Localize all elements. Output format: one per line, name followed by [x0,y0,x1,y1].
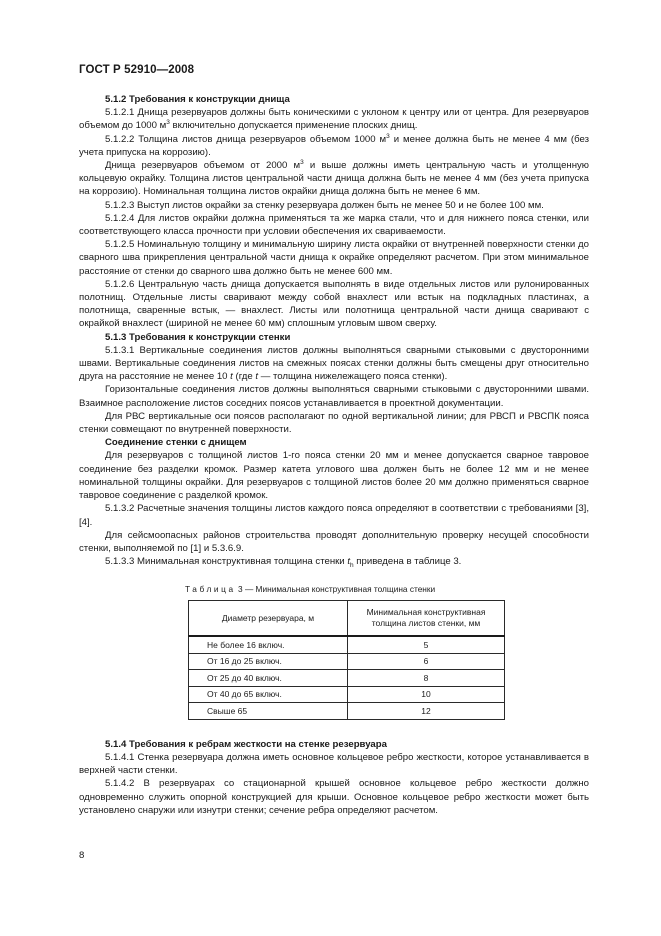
section-heading-5-1-2: 5.1.2 Требования к конструкции днища [105,94,290,105]
table-header-row [189,601,505,637]
table-cell-diameter: От 25 до 40 включ. [189,670,348,687]
section-heading-5-1-4: 5.1.4 Требования к ребрам жесткости на стенке резервуара [105,738,387,750]
paragraph-5-1-4-1: 5.1.4.1 Стенка резервуара должна иметь основное кольцевое ребро жесткости, которое устанавливается в верхней части стенки. [79,752,589,777]
paragraph-5-1-3-3: 5.1.3.3 Минимальная конструктивная толщина стенки $t_h$ приведена в таблице 3. [105,556,462,570]
paragraph-5-1-2-2: 5.1.2.2 Толщина листов днища резервуаров объемом 1000 $м^3$ и менее должна быть не менее 4 мм (без учета припуска на коррозию). [79,132,589,158]
table-header-diameter: Диаметр резервуара, м [189,601,348,637]
table-cell-thickness: 8 [348,670,505,687]
table-cell-diameter: От 16 до 25 включ. [189,653,348,670]
table-cell-diameter: Свыше 65 [189,703,348,720]
subheading-wall-bottom-joint: Соединение стенки с днищем [105,437,247,449]
superscript: 3 [386,132,390,140]
table-cell-thickness: 6 [348,653,505,670]
paragraph-bottom-2000: Днища резервуаров объемом от 2000 $м^3$ и выше должны иметь центральную часть и утолщенную кольцевую окрайку. Толщина листов центральной части днища должна быть не менее 4 мм (без учета припуска на коррозию). Номинальная толщина листов окрайки днища должна быть не менее 6 мм. [79,158,590,198]
table-row [189,703,505,720]
superscript: 3 [166,119,170,127]
table-cell-diameter: От 40 до 65 включ. [189,686,348,703]
paragraph-horizontal-joints: Горизонтальные соединения листов должны выполняться сварными стыковыми с двусторонними швами. Взаимное расположение листов соседних поясов устанавливается в проектной документации. [79,384,589,409]
table-row [189,686,505,703]
document-body [79,93,589,817]
table-cell-thickness: 10 [348,686,505,703]
table-cell-thickness: 12 [348,703,505,720]
paragraph-tee-joint: Для резервуаров с толщиной листов 1-го пояса стенки 20 мм и менее допускается сварное тавровое соединение без разделки кромок. Размер катета углового шва должен быть не более 12 мм и не менее номинальной толщины окрайки. Для резервуаров с толщиной листов более 20 мм должно применяться сварное тавровое соединение с разделкой кромок. [79,450,589,502]
spacer [79,720,589,738]
paragraph-5-1-2-3: 5.1.2.3 Выступ листов окрайки за стенку резервуара должен быть не менее 50 и не более 100 мм. [105,199,544,211]
table-caption: Таблица 3 — Минимальная конструктивная толщина стенки [185,584,436,595]
paragraph-5-1-3-2: 5.1.3.2 Расчетные значения толщины листов каждого пояса определяют в соответствии с требованиями [3], [4]. [79,503,589,528]
table-cell-diameter: Не более 16 включ. [189,636,348,653]
paragraph-5-1-4-2: 5.1.4.2 В резервуарах со стационарной крышей основное кольцевое ребро жесткости должно одновременно служить опорной конструкцией для крыши. Основное кольцевое ребро жесткости может быть установлено снаружи или изнутри стенки; сечение ребра определяют расчетом. [79,778,589,816]
paragraph-5-1-2-6: 5.1.2.6 Центральную часть днища допускается выполнять в виде отдельных листов или рулонированных полотнищ. Отдельные листы сваривают между собой внахлест или встык на подкладных пластинах, а полотнища, сваренные встык, — внахлест. Листы или полотнища центральной части днища сваривают с окрайкой внахлест (шириной не менее 60 мм) сплошным угловым швом сверху. [79,278,589,330]
paragraph-5-1-2-1: 5.1.2.1 Днища резервуаров должны быть коническими с уклоном к центру или от центра. Для резервуаров объемом до 1000 $м^3$ включительно допускается применение плоских днищ. [79,107,589,132]
paragraph-5-1-2-4: 5.1.2.4 Для листов окрайки должна применяться та же марка стали, что и для нижнего пояса стенки, или соответствующего класса прочности при условии обеспечения их свариваемости. [79,212,589,238]
table-header-thickness: Минимальная конструктивная толщина листов стенки, мм [348,601,505,637]
paragraph-5-1-2-5: 5.1.2.5 Номинальную толщину и минимальную ширину листа окрайки от внутренней поверхности стенки до сварного шва прикрепления центральной части днища к окрайке определяют расчетом. При этом минимальное расстояние от стенки до сварного шва должно быть не менее 600 мм. [79,239,589,277]
min-thickness-table [188,600,505,720]
table-row [189,670,505,687]
table-cell-thickness: 5 [348,636,505,653]
table-row [189,653,505,670]
paragraph-5-1-3-1: 5.1.3.1 Вертикальные соединения листов должны выполняться сварными стыковыми с двусторонними швами. Вертикальные соединения листов на смежных поясах стенки должны быть смещены друг относительно друга на расстояние не менее 10 t (где t — толщина нижележащего пояса стенки). [79,344,589,383]
document-header: ГОСТ Р 52910—2008 [79,64,195,76]
paragraph-rvs-axes: Для РВС вертикальные оси поясов располагают по одной вертикальной линии; для РВСП и РВСПК пояса стенки совмещают по внутренней поверхности. [79,410,589,436]
page-number: 8 [79,850,85,861]
table-row [189,636,505,653]
section-heading-5-1-3: 5.1.3 Требования к конструкции стенки [105,331,291,343]
paragraph-seismic: Для сейсмоопасных районов строительства проводят дополнительную проверку несущей способности стенки, выполняемой по [1] и 5.3.6.9. [79,529,589,554]
superscript: 3 [300,158,304,166]
